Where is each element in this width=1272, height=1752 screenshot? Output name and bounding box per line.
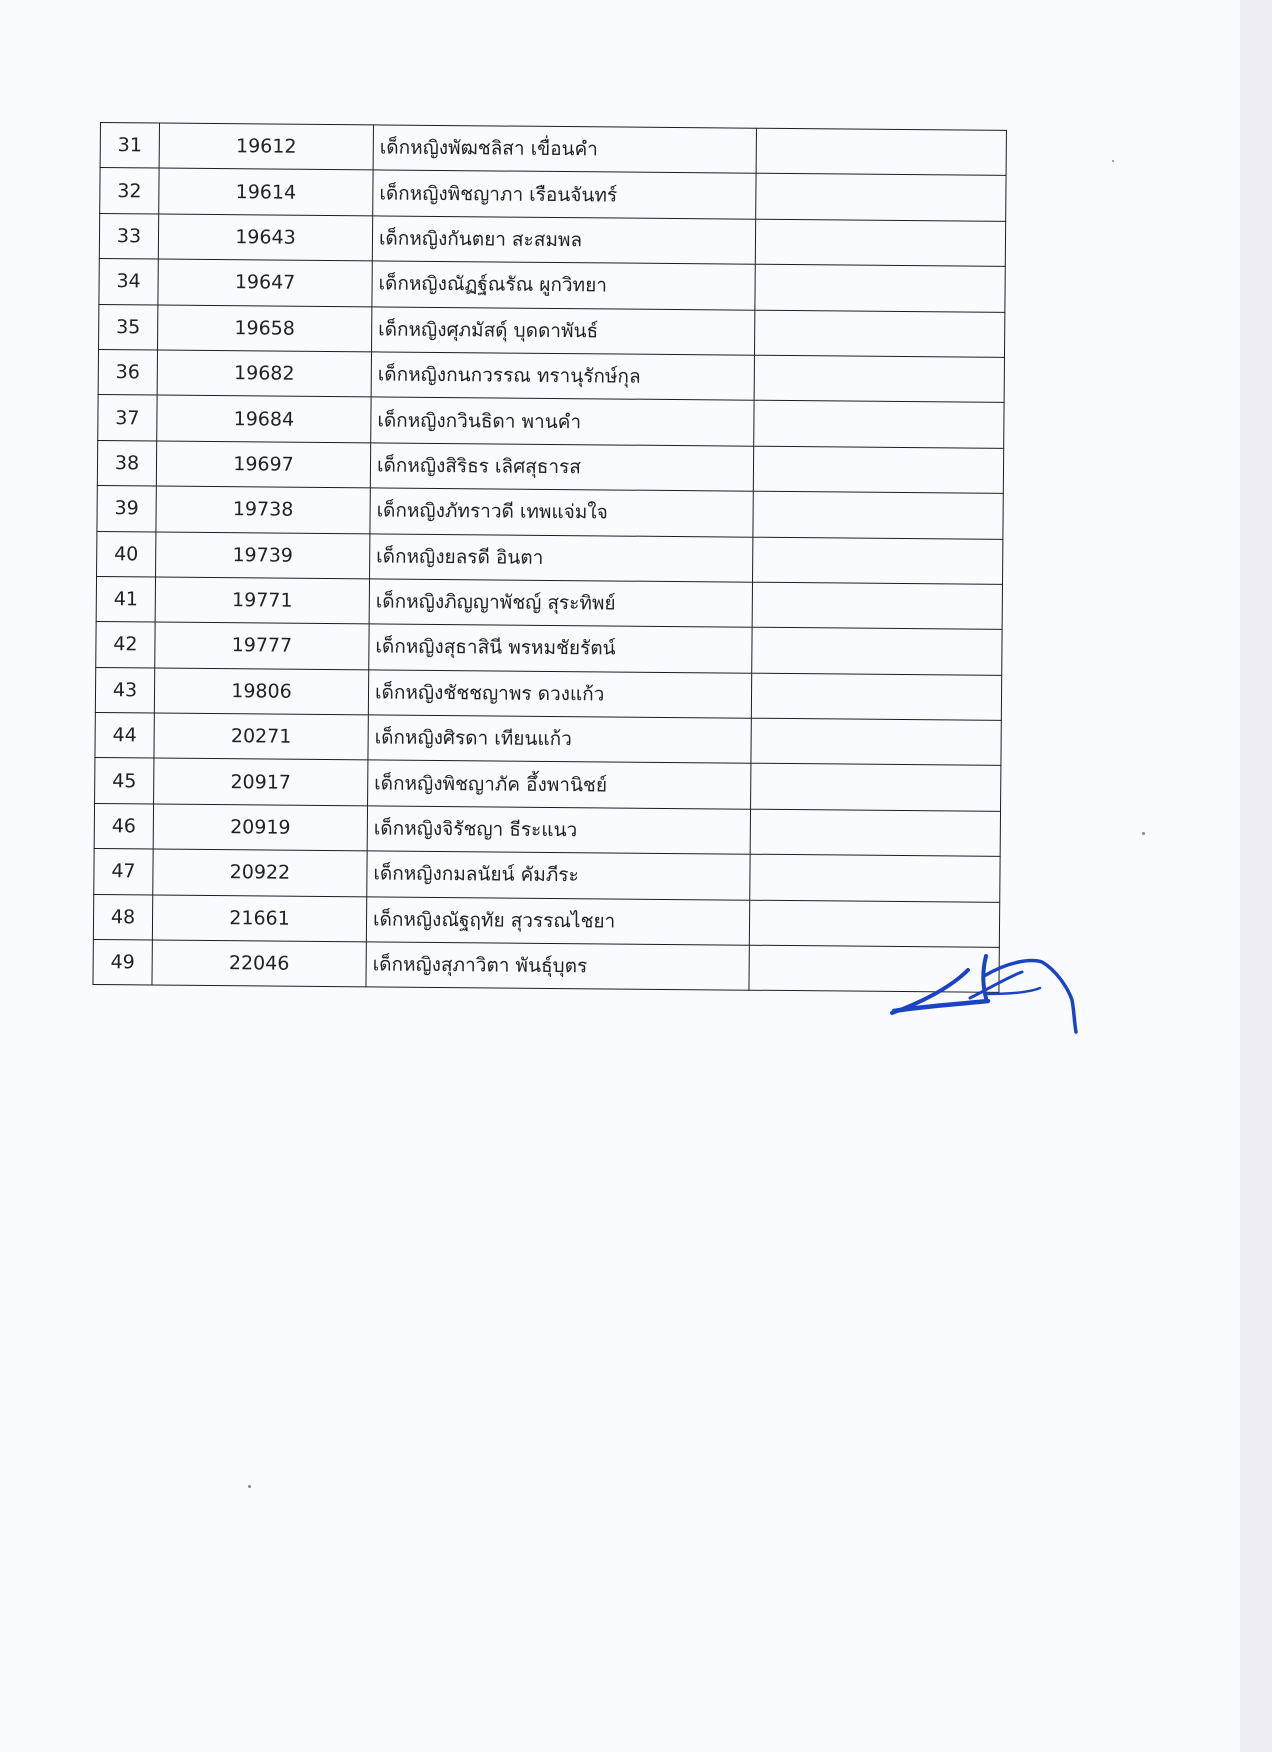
remark-cell bbox=[752, 582, 1002, 630]
row-number: 46 bbox=[94, 803, 153, 849]
student-name: เด็กหญิงสุธาสินี พรหมชัยรัตน์ bbox=[369, 624, 752, 673]
remark-cell bbox=[754, 355, 1004, 403]
student-id: 19738 bbox=[156, 486, 370, 533]
table-row bbox=[96, 622, 1002, 675]
table-row bbox=[94, 849, 1000, 902]
table-row bbox=[95, 758, 1001, 811]
row-number: 48 bbox=[93, 894, 152, 940]
table-row bbox=[93, 940, 999, 993]
remark-cell bbox=[755, 264, 1005, 312]
student-name: เด็กหญิงกวินธิดา พานคำ bbox=[371, 397, 754, 446]
table-row bbox=[98, 395, 1004, 448]
student-name: เด็กหญิงสิริธร เลิศสุธารส bbox=[370, 443, 753, 492]
table-row bbox=[97, 440, 1003, 493]
row-number: 49 bbox=[93, 940, 152, 986]
student-id: 20919 bbox=[153, 804, 367, 851]
row-number: 40 bbox=[97, 531, 156, 577]
table-row bbox=[97, 531, 1003, 584]
remark-cell bbox=[751, 673, 1001, 721]
student-name: เด็กหญิงยลรดี อินตา bbox=[370, 533, 753, 582]
student-name: เด็กหญิงกันตยา สะสมพล bbox=[372, 216, 755, 265]
student-name: เด็กหญิงสุภาวิตา พันธุ์บุตร bbox=[366, 942, 749, 991]
remark-cell bbox=[751, 764, 1001, 812]
row-number: 37 bbox=[98, 395, 157, 441]
remark-cell bbox=[753, 537, 1003, 585]
row-number: 33 bbox=[99, 213, 158, 259]
student-roster-table bbox=[92, 122, 1007, 993]
student-id: 20271 bbox=[154, 713, 368, 760]
table-row bbox=[96, 576, 1002, 629]
row-number: 43 bbox=[95, 667, 154, 713]
row-number: 38 bbox=[97, 440, 156, 486]
scan-speck bbox=[1112, 160, 1114, 162]
row-number: 44 bbox=[95, 713, 154, 759]
student-name: เด็กหญิงณัฏฐ์ณรัณ ผูกวิทยา bbox=[372, 261, 755, 310]
remark-cell bbox=[756, 174, 1006, 222]
remark-cell bbox=[754, 310, 1004, 358]
table-row bbox=[100, 168, 1006, 221]
student-id: 19684 bbox=[157, 395, 371, 442]
student-id: 19777 bbox=[155, 622, 369, 669]
student-name: เด็กหญิงศิรดา เทียนแก้ว bbox=[368, 715, 751, 764]
student-id: 19658 bbox=[158, 305, 372, 352]
table-row bbox=[94, 803, 1000, 856]
student-id: 19643 bbox=[158, 214, 372, 261]
student-name: เด็กหญิงพิชญาภัค อึ้งพานิชย์ bbox=[368, 760, 751, 809]
student-name: เด็กหญิงจิรัชญา ธีระแนว bbox=[367, 806, 750, 855]
table-row bbox=[100, 123, 1006, 176]
row-number: 31 bbox=[100, 123, 159, 169]
student-id: 19739 bbox=[156, 532, 370, 579]
table-row bbox=[97, 486, 1003, 539]
remark-cell bbox=[750, 809, 1000, 857]
table-row bbox=[93, 894, 999, 947]
table-row bbox=[99, 213, 1005, 266]
student-id: 19647 bbox=[158, 259, 372, 306]
student-id: 19806 bbox=[154, 668, 368, 715]
table-row bbox=[99, 304, 1005, 357]
student-id: 22046 bbox=[152, 940, 366, 987]
remark-cell bbox=[753, 491, 1003, 539]
table-row bbox=[95, 713, 1001, 766]
remark-cell bbox=[754, 401, 1004, 449]
remark-cell bbox=[756, 128, 1006, 176]
student-name: เด็กหญิงกมลนัยน์ คัมภีระ bbox=[367, 851, 750, 900]
remark-cell bbox=[751, 718, 1001, 766]
student-id: 19771 bbox=[155, 577, 369, 624]
student-name: เด็กหญิงกนกวรรณ ทรานุรักษ์กุล bbox=[371, 352, 754, 401]
row-number: 32 bbox=[100, 168, 159, 214]
handwritten-signature bbox=[890, 948, 1090, 1048]
student-id: 20917 bbox=[154, 758, 368, 805]
row-number: 39 bbox=[97, 486, 156, 532]
student-name: เด็กหญิงศุภมัสดุ์ บุดดาพันธ์ bbox=[372, 306, 755, 355]
table-row bbox=[99, 259, 1005, 312]
student-id: 21661 bbox=[152, 895, 366, 942]
row-number: 45 bbox=[95, 758, 154, 804]
scan-edge bbox=[1240, 0, 1272, 1752]
student-name: เด็กหญิงณัฐฤทัย สุวรรณไชยา bbox=[366, 896, 749, 945]
student-name: เด็กหญิงพัฒชลิสา เขื่อนคำ bbox=[373, 125, 756, 174]
row-number: 35 bbox=[99, 304, 158, 350]
remark-cell bbox=[749, 900, 999, 948]
student-name: เด็กหญิงภัทราวดี เทพแจ่มใจ bbox=[370, 488, 753, 537]
student-id: 19682 bbox=[157, 350, 371, 397]
scan-speck bbox=[1142, 832, 1145, 835]
remark-cell bbox=[755, 219, 1005, 267]
student-id: 19614 bbox=[159, 168, 373, 215]
row-number: 47 bbox=[94, 849, 153, 895]
table-row bbox=[95, 667, 1001, 720]
student-name: เด็กหญิงชัชชญาพร ดวงแก้ว bbox=[368, 670, 751, 719]
row-number: 34 bbox=[99, 259, 158, 305]
student-id: 19697 bbox=[156, 441, 370, 488]
remark-cell bbox=[750, 854, 1000, 902]
scan-speck bbox=[248, 1485, 251, 1488]
student-id: 19612 bbox=[159, 123, 373, 170]
remark-cell bbox=[752, 628, 1002, 676]
row-number: 42 bbox=[96, 622, 155, 668]
remark-cell bbox=[753, 446, 1003, 494]
roster-body bbox=[93, 123, 1006, 993]
student-name: เด็กหญิงภิญญาพัชญ์ สุระทิพย์ bbox=[369, 579, 752, 628]
student-name: เด็กหญิงพิชญาภา เรือนจันทร์ bbox=[373, 170, 756, 219]
row-number: 41 bbox=[96, 576, 155, 622]
table-row bbox=[98, 349, 1004, 402]
student-id: 20922 bbox=[153, 849, 367, 896]
row-number: 36 bbox=[98, 349, 157, 395]
